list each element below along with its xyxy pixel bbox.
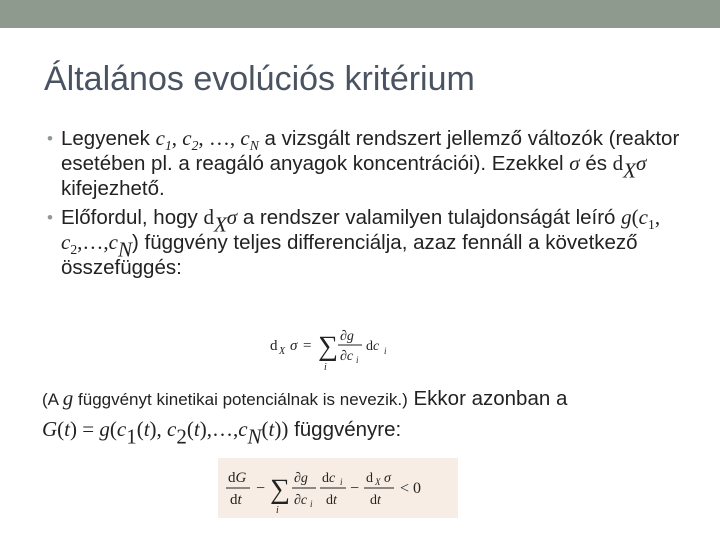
ellipsis: , …, <box>198 126 241 150</box>
svg-text:−: − <box>256 480 266 497</box>
svg-text:< 0: < 0 <box>400 480 422 497</box>
dX-sigma-2: $d_X\sigma$ <box>203 205 238 237</box>
svg-text:∂c: ∂c <box>340 349 354 364</box>
svg-text:∂c: ∂c <box>294 493 308 508</box>
bullet-1-prefix: Legyenek <box>61 127 156 150</box>
bullet-1 <box>48 126 708 201</box>
svg-text:∑: ∑ <box>270 474 290 505</box>
dX-sigma: $d_X\sigma$ <box>612 151 647 183</box>
svg-text:X: X <box>279 346 286 357</box>
svg-text:σ: σ <box>384 471 391 486</box>
para-line-2: $G(t) = g(c_1(t)$, $c_2(t),\dots,c_N(t)$) függvényre: <box>42 417 402 449</box>
svg-text:i: i <box>324 362 327 373</box>
para-small-2: függvényt kinetikai potenciálnak is nevezik.) <box>73 390 408 409</box>
equation-dG-dt <box>218 458 458 518</box>
svg-text:=: = <box>303 338 312 354</box>
bullet-1-text: a vizsgált rendszert jellemző változók (reaktor esetében pl. a reagáló anyagok koncentrációi). Ezekkel <box>61 127 680 175</box>
var-c1: $c_1$ <box>155 126 172 153</box>
g-function: g <box>621 205 632 229</box>
slide-title: Általános evolúciós kritérium <box>44 60 475 98</box>
svg-text:dc: dc <box>322 471 336 486</box>
svg-text:i: i <box>310 499 313 509</box>
paragraph <box>42 386 714 449</box>
svg-text:∑: ∑ <box>318 331 338 362</box>
svg-text:−: − <box>350 480 360 497</box>
para-small-1: (A <box>42 390 63 409</box>
svg-text:∂g: ∂g <box>294 471 308 486</box>
svg-text:i: i <box>276 505 279 516</box>
svg-text:dt: dt <box>230 492 242 508</box>
svg-text:i: i <box>384 346 387 356</box>
svg-text:σ: σ <box>290 338 298 354</box>
para-big: Ekkor azonban a <box>407 387 568 410</box>
svg-text:dt: dt <box>370 493 381 508</box>
svg-text:i: i <box>356 355 359 365</box>
var-cN: $c_N$ <box>240 126 259 153</box>
bullet-2-text: a rendszer valamilyen tulajdonságát leíró <box>237 206 622 229</box>
svg-text:dG: dG <box>228 470 247 486</box>
bullet-2-end: ) függvény teljes differenciálja, azaz fennáll a következő összefüggés: <box>61 231 638 279</box>
bullet-1-end: kifejezhető. <box>61 177 165 200</box>
bullet-2-prefix: Előfordul, hogy <box>61 206 204 229</box>
para-line-2-suffix: függvényre: <box>288 418 402 441</box>
g-args: ($c_1$, $c_2,\dots,c_N$ <box>61 205 661 262</box>
svg-text:dc: dc <box>366 339 380 354</box>
slide-content <box>48 126 708 284</box>
para-g: g <box>62 386 74 410</box>
comma: , <box>171 126 183 150</box>
equation-dx-sigma <box>268 320 408 376</box>
var-c2: $c_2$ <box>182 126 199 153</box>
and-word: és <box>579 152 613 175</box>
svg-text:∂g: ∂g <box>340 329 354 344</box>
svg-text:d: d <box>270 338 278 354</box>
svg-text:dt: dt <box>326 493 337 508</box>
svg-text:d: d <box>366 471 373 486</box>
bullet-2 <box>48 205 708 280</box>
svg-text:i: i <box>340 477 343 487</box>
top-accent-bar <box>0 0 720 28</box>
sigma-symbol: σ <box>569 151 580 175</box>
svg-text:X: X <box>375 477 381 487</box>
